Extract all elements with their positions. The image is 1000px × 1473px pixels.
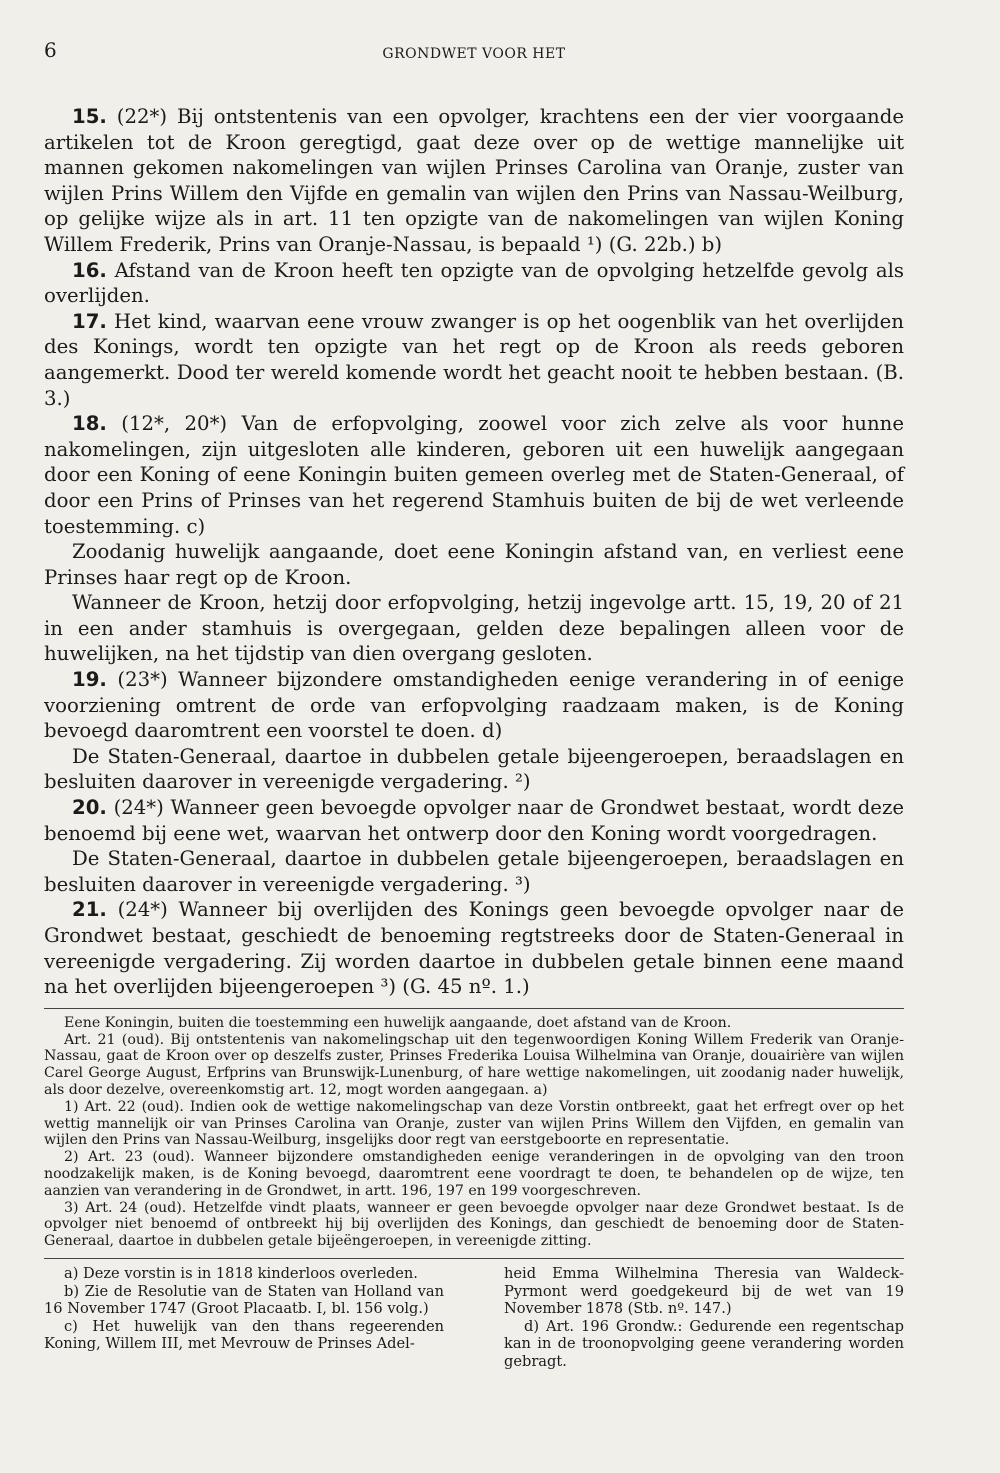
paragraph-text: De Staten-Generaal, daartoe in dubbelen getale bijeengeroepen, beraadslagen en besluiten daarover in vereenigde vergadering. ²) (44, 744, 904, 794)
article-20 (44, 795, 904, 846)
page-number: 6 (44, 38, 57, 62)
article-text: (22*) Bij ontstentenis van een opvolger, krachtens een der vier voorgaande artikelen tot de Kroon geregtigd, gaat deze over op de wettige mannelijke uit mannen gekomen nakomelingen van wijlen Prinses Carolina van Oranje, zuster van wijlen Prins Willem den Vijfde en gemalin van wijlen den Prins van Nassau-Weilburg, op gelijke wijze als in art. 11 ten opzigte van de nakomelingen van wijlen Koning Willem Frederik, Prins van Oranje-Nassau, is bepaald ¹) (G. 22b.) b) (44, 105, 904, 256)
footnote: Art. 21 (oud). Bij ontstentenis van nakomelingschap uit den tegenwoordigen Koning Willem Frederik van Oranje-Nassau, gaat de Kroon over op deszelfs zuster, Prinses Frederika Louisa Wilhelmina van Oranje, douairière van wijlen Carel George August, Erfprins van Brunswijk-Lunenburg, of hare wettige nakomelingen, uit zoodanig nader huwelijk, als door dezelve, overeenkomstig art. 12, mogt worden aangegaan. a) (44, 1031, 904, 1098)
article-text: (24*) Wanneer geen bevoegde opvolger naar de Grondwet bestaat, wordt deze benoemd bij eene wet, waarvan het ontwerp door den Koning wordt voorgedragen. (44, 796, 904, 845)
article-17 (44, 309, 904, 411)
article-text: (23*) Wanneer bijzondere omstandigheden eenige verandering in of eenige voorziening omtrent de orde van erfopvolging raadzaam maken, is de Koning bevoegd daaromtrent een voorstel te doen. d) (44, 668, 904, 743)
footnote: 2) Art. 23 (oud). Wanneer bijzondere omstandigheden eenige veranderingen in de opvolging van den troon noodzakelijk maken, is de Koning bevoegd, daaromtrent eene voordragt te doen, te behandelen op de wijze, ten aanzien van verandering in de Grondwet, in artt. 196, 197 en 199 voorgeschreven. (44, 1149, 904, 1199)
notes-left-column (44, 1265, 444, 1371)
article-number: 19. (72, 668, 107, 692)
article-21 (44, 897, 904, 999)
note: b) Zie de Resolutie van de Staten van Holland van 16 November 1747 (Groot Placaatb. I, bl. 156 volg.) (44, 1282, 444, 1318)
footnote: 1) Art. 22 (oud). Indien ook de wettige nakomelingschap van deze Vorstin ontbreekt, gaat het erfregt over op het wettig mannelijk oir van Prinses Carolina van Oranje, zuster van wijlen Prins Willem den Vijfden, en gemalin van wijlen den Prins van Nassau-Weilburg, insgelijks door regt van eerstgeboorte en representatie. (44, 1098, 904, 1149)
footnote-divider (44, 1008, 904, 1009)
article-20-para-2 (44, 846, 904, 897)
article-text: Het kind, waarvan eene vrouw zwanger is op het oogenblik van het overlijden des Konings, wordt ten opzigte van het regt op de Kroon als reeds geboren aangemerkt. Dood ter wereld komende wordt het geacht nooit te hebben bestaan. (B. 3.) (44, 309, 904, 410)
editorial-notes (44, 1265, 904, 1371)
note: heid Emma Wilhelmina Theresia van Waldeck-Pyrmont werd goedgekeurd bij de wet van 19 November 1878 (Stb. nº. 147.) (504, 1264, 904, 1318)
note: d) Art. 196 Grondw.: Gedurende een regentschap kan in de troonopvolging geene verandering worden gebragt. (504, 1317, 904, 1370)
article-18 (44, 411, 904, 539)
article-15 (44, 104, 904, 258)
article-18-para-3 (44, 590, 904, 667)
article-number: 21. (72, 898, 107, 922)
note: a) Deze vorstin is in 1818 kinderloos overleden. (64, 1264, 418, 1282)
article-number: 20. (72, 796, 107, 820)
article-text: (12*, 20*) Van de erfopvolging, zoowel voor zich zelve als voor hunne nakomelingen, zijn uitgesloten alle kinderen, geboren uit een huwelijk aangegaan door een Koning of eene Koningin buiten gemeen overleg met de Staten-Generaal, of door een Prins of Prinses van het regerend Stamhuis buiten de bij de wet verleende toestemming. c) (44, 412, 904, 538)
footnotes (44, 1015, 904, 1250)
article-text: Afstand van de Kroon heeft ten opzigte van de opvolging hetzelfde gevolg als overlijden. (44, 258, 904, 308)
article-18-para-2 (44, 539, 904, 590)
notes-divider (44, 1258, 904, 1259)
article-number: 17. (72, 309, 107, 333)
notes-right-column (504, 1265, 904, 1371)
footnote: Eene Koningin, buiten die toestemming een huwelijk aangaande, doet afstand van de Kroon. (64, 1014, 732, 1031)
article-16 (44, 258, 904, 309)
paragraph-text: Wanneer de Kroon, hetzij door erfopvolging, hetzij ingevolge artt. 15, 19, 20 of 21 in een ander stamhuis is overgegaan, gelden deze bepalingen alleen voor de huwelijken, na het tijdstip van dien overgang gesloten. (44, 591, 904, 666)
article-number: 15. (72, 105, 107, 128)
note: c) Het huwelijk van den thans regeerenden Koning, Willem III, met Mevrouw de Prinses Adel- (44, 1317, 444, 1353)
running-title: GRONDWET VOOR HET (382, 46, 566, 62)
footnote: 3) Art. 24 (oud). Hetzelfde vindt plaats, wanneer er geen bevoegde opvolger naar deze Grondwet bestaat. Is de opvolger niet benoemd of ontbreekt hij bij overlijden des Konings, dan geschiedt de benoeming door de Staten-Generaal, daartoe in dubbelen getale bijeëngeroepen, in vereenigde zitting. (44, 1199, 904, 1250)
paragraph-text: De Staten-Generaal, daartoe in dubbelen getale bijeengeroepen, beraadslagen en besluiten daarover in vereenigde vergadering. ³) (44, 847, 904, 896)
article-19 (44, 667, 904, 744)
page-header (44, 30, 904, 66)
article-text: (24*) Wanneer bij overlijden des Konings geen bevoegde opvolger naar de Grondwet bestaat, geschiedt de benoeming regtstreeks door de Staten-Generaal in vereenigde vergadering. Zij worden daartoe in dubbelen getale binnen eene maand na het overlijden bijeengeroepen ³) (G. 45 nº. 1.) (44, 898, 904, 999)
paragraph-text: Zoodanig huwelijk aangaande, doet eene Koningin afstand van, en verliest eene Prinses haar regt op de Kroon. (44, 540, 904, 589)
article-19-para-2 (44, 744, 904, 795)
article-number: 18. (72, 412, 107, 436)
article-number: 16. (72, 258, 107, 282)
main-text (44, 104, 904, 1000)
